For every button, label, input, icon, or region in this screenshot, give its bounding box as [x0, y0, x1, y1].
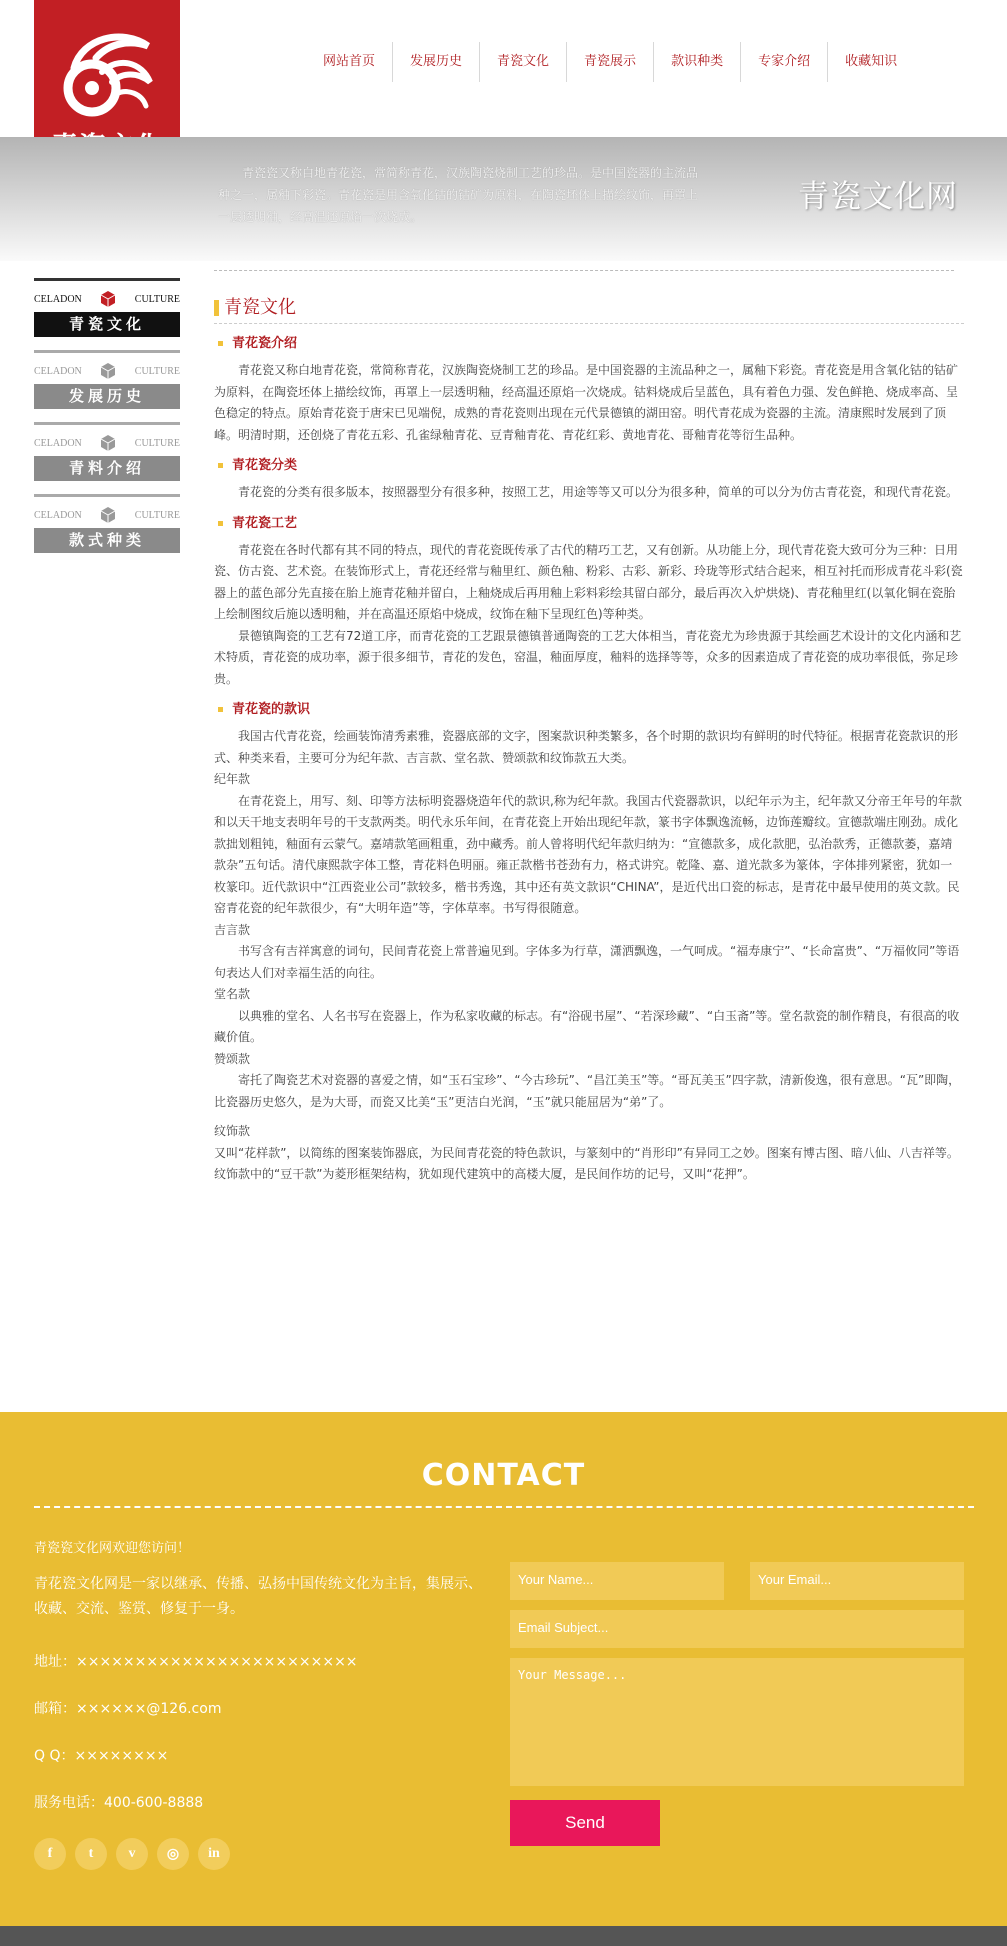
- divider: [214, 270, 954, 271]
- paragraph: 我国古代青花瓷，绘画装饰清秀素雅，瓷器底部的文字，图案款识种类繁多，各个时期的款识均有鲜明的时代特征。根据青花瓷款识的形式、种类来看，主要可分为纪年款、吉言款、堂名款、赞颂款和纹饰款五大类。: [214, 729, 959, 765]
- footer-bottom-bar: [0, 1926, 1007, 1946]
- logo-swirl-icon: [62, 28, 154, 118]
- sidebar-item-label: 青瓷文化: [34, 312, 180, 337]
- sidebar-item-label: 发展历史: [34, 384, 180, 409]
- subheading: 赞颂款: [214, 1051, 251, 1066]
- paragraph: 以典雅的堂名、人名书写在瓷器上，作为私家收藏的标志。有“浴砚书屋”、“若深珍藏”、“白玉斋”等。堂名款瓷的制作精良，有很高的收藏价值。: [214, 1008, 960, 1044]
- twitter-icon[interactable]: t: [75, 1838, 107, 1870]
- nav-history[interactable]: 发展历史: [392, 42, 479, 82]
- divider: [34, 494, 180, 497]
- nav-experts[interactable]: 专家介绍: [740, 42, 827, 82]
- subheading: 纪年款: [214, 772, 251, 786]
- divider: [34, 422, 180, 425]
- subheading: 堂名款: [214, 987, 251, 1001]
- contact-heading: CONTACT: [421, 1458, 586, 1493]
- banner-intro: 青瓷瓷又称白地青花瓷，常简称青花，汉族陶瓷烧制工艺的珍品。是中国瓷器的主流品种之一，属釉下彩瓷。青花瓷是用含氧化钴的钴矿为原料，在陶瓷坯体上描绘纹饰，再罩上一层透明釉，经高温还原焰一次烧成。: [218, 166, 699, 224]
- divider: [34, 278, 180, 281]
- nav-home[interactable]: 网站首页: [323, 54, 376, 69]
- section-title: 青花瓷的款识: [214, 700, 964, 720]
- sidebar-item-label: 款式种类: [34, 528, 180, 553]
- paragraph: 在青花瓷上，用写、刻、印等方法标明瓷器烧造年代的款识,称为纪年款。我国古代瓷器款识，以纪年示为主，纪年款又分帝王年号的年款和以天干地支表明年号的干支款两类。明代永乐年间，在青花瓷上开始出现纪年款，篆书字体飘逸流畅，边饰莲瓣纹。宣德款端庄刚劲。成化款拙划粗钝，釉面有云蒙气。嘉靖款笔画粗重，劲中藏秀。前人曾将明代纪年款归纳为：“宣德款多，成化款肥，弘治款秀，正德款萎，嘉靖款杂”五句话。清代康熙款字体工整，青花料色明丽。雍正款楷书苍劲有力，格式讲究。乾隆、嘉、道光款多为篆体，字体排列紧密，犹如一枚篆印。近代款识中“江西瓷业公司”款较多，楷书秀逸，其中还有英文款识“CHINA”，是近代出口瓷的标志，是青花中最早使用的英文款。民窑青花瓷的纪年款很少，有“大明年造”等，字体草率。书写得很随意。: [214, 793, 962, 915]
- section-title: 青花瓷工艺: [214, 514, 964, 534]
- name-input[interactable]: Your Name...: [510, 1562, 724, 1600]
- sidebar-left-label: CELADON: [34, 509, 82, 521]
- cube-icon: [100, 506, 116, 524]
- cube-icon: [100, 362, 116, 380]
- subheading: 吉言款: [214, 922, 251, 937]
- nav-marks[interactable]: 款识种类: [653, 42, 740, 82]
- section-title: 青花瓷分类: [214, 456, 964, 476]
- divider: [34, 350, 180, 353]
- social-links: [34, 1838, 239, 1870]
- nav-culture[interactable]: 青瓷文化: [479, 42, 566, 82]
- paragraph: 书写含有吉祥寓意的词句，民间青花瓷上常普遍见到。字体多为行草，潇洒飘逸，一气呵成。“福寿康宁”、“长命富贵”、“万福攸同”等语句表达人们对幸福生活的向往。: [214, 944, 960, 980]
- nav-collection[interactable]: 收藏知识: [827, 42, 914, 82]
- footer-description: 青花瓷文化网是一家以继承、传播、弘扬中国传统文化为主旨，集展示、收藏、交流、鉴赏、修复于一身。: [34, 1576, 482, 1617]
- page-title: 青瓷文化: [214, 292, 964, 324]
- sidebar-item-culture[interactable]: [34, 278, 180, 350]
- subject-input[interactable]: Email Subject...: [510, 1610, 964, 1648]
- section-title: 青花瓷介绍: [214, 334, 964, 354]
- article: [214, 292, 964, 1186]
- divider: [34, 1506, 974, 1508]
- sidebar-item-history[interactable]: [34, 350, 180, 422]
- banner: [0, 137, 1007, 261]
- paragraph: 青花瓷在各时代都有其不同的特点，现代的青花瓷既传承了古代的精巧工艺，又有创新。从功能上分，现代青花瓷大致可分为三种：日用瓷、仿古瓷、艺术瓷。在装饰形式上，青花还经常与釉里红、颜色釉、粉彩、古彩、新彩、玲珑等形式结合起来，相互衬托而形成青花斗彩(瓷器上的蓝色部分先直接在胎上施青花釉并留白，上釉烧成后再用釉上彩料彩绘其留白部分，最后再次入炉烘烧)、青花釉里红(以氧化铜在瓷胎上绘制图纹后施以透明釉，并在高温还原焰中烧成，纹饰在釉下呈现红色)等种类。: [214, 542, 963, 621]
- linkedin-icon[interactable]: in: [198, 1838, 230, 1870]
- paragraph: 景德镇陶瓷的工艺有72道工序，而青花瓷的工艺跟景德镇普通陶瓷的工艺大体相当，青花瓷尤为珍贵源于其绘画艺术设计的文化内涵和艺术特质，青花瓷的成功率，源于很多细节，青花的发色，窑温，釉面厚度，釉料的选择等等，众多的因素造成了青花瓷的成功率很低，弥足珍贵。: [214, 628, 962, 686]
- footer-welcome: 青瓷瓷文化网欢迎您访问！: [34, 1541, 191, 1556]
- footer-qq: Q Q：××××××××: [34, 1748, 169, 1764]
- sidebar: [34, 278, 180, 566]
- cube-icon: [100, 290, 116, 308]
- main-nav: [306, 42, 914, 82]
- sidebar-right-label: CULTURE: [134, 365, 180, 377]
- footer-phone: 服务电话：400-600-8888: [34, 1795, 204, 1811]
- sidebar-left-label: CELADON: [34, 365, 82, 377]
- sidebar-left-label: CELADON: [34, 437, 82, 449]
- dribbble-icon[interactable]: ◎: [157, 1838, 189, 1870]
- vimeo-icon[interactable]: v: [116, 1838, 148, 1870]
- facebook-icon[interactable]: f: [34, 1838, 66, 1870]
- paragraph: 又叫“花样款”，以简练的图案装饰器底，为民间青花瓷的特色款识，与篆刻中的“肖形印”有异同工之妙。图案有博古图、暗八仙、八吉祥等。纹饰款中的“豆干款”为菱形框架结构，犹如现代建筑中的高楼大厦，是民间作坊的记号，又叫“花押”。: [214, 1145, 959, 1181]
- send-button[interactable]: Send: [510, 1800, 660, 1846]
- paragraph: 青花瓷的分类有很多版本，按照器型分有很多种，按照工艺，用途等等又可以分为很多种，简单的可以分为仿古青花瓷，和现代青花瓷。: [238, 485, 959, 499]
- message-textarea[interactable]: Your Message...: [510, 1658, 964, 1786]
- cube-icon: [100, 434, 116, 452]
- sidebar-right-label: CULTURE: [134, 437, 180, 449]
- paragraph: 青花瓷又称白地青花瓷，常简称青花，汉族陶瓷烧制工艺的珍品。是中国瓷器的主流品种之一，属釉下彩瓷。青花瓷是用含氧化钴的钴矿为原料，在陶瓷坯体上描绘纹饰，再罩上一层透明釉，经高温还原焰一次烧成。钴料烧成后呈蓝色，具有着色力强、发色鲜艳、烧成率高、呈色稳定的特点。原始青花瓷于唐宋已见端倪，成熟的青花瓷则出现在元代景德镇的湖田窑。明代青花成为瓷器的主流。清康熙时发展到了顶峰。明清时期，还创烧了青花五彩、孔雀绿釉青花、豆青釉青花、青花红彩、黄地青花、哥釉青花等衍生品种。: [214, 363, 959, 442]
- footer-email: 邮箱：××××××@126.com: [34, 1701, 222, 1717]
- sidebar-item-label: 青料介绍: [34, 456, 180, 481]
- subheading: 纹饰款: [214, 1124, 251, 1138]
- sidebar-left-label: CELADON: [34, 293, 82, 305]
- sidebar-item-styles[interactable]: [34, 494, 180, 566]
- sidebar-right-label: CULTURE: [134, 293, 180, 305]
- nav-showcase[interactable]: 青瓷展示: [566, 42, 653, 82]
- footer: [0, 1412, 1007, 1926]
- footer-address: 地址：××××××××××××××××××××××××: [34, 1654, 358, 1670]
- email-input[interactable]: Your Email...: [750, 1562, 964, 1600]
- sidebar-right-label: CULTURE: [134, 509, 180, 521]
- banner-site-name: 青瓷文化网: [798, 179, 958, 215]
- paragraph: 寄托了陶瓷艺术对瓷器的喜爱之情，如“玉石宝珍”、“今古珍玩”、“昌江美玉”等。“哥瓦美玉”四字款，清新俊逸，很有意思。“瓦”即陶，比瓷器历史悠久，是为大哥，而瓷又比美“玉”更洁白光润，“玉”就只能屈居为“弟”了。: [214, 1073, 961, 1109]
- sidebar-item-materials[interactable]: [34, 422, 180, 494]
